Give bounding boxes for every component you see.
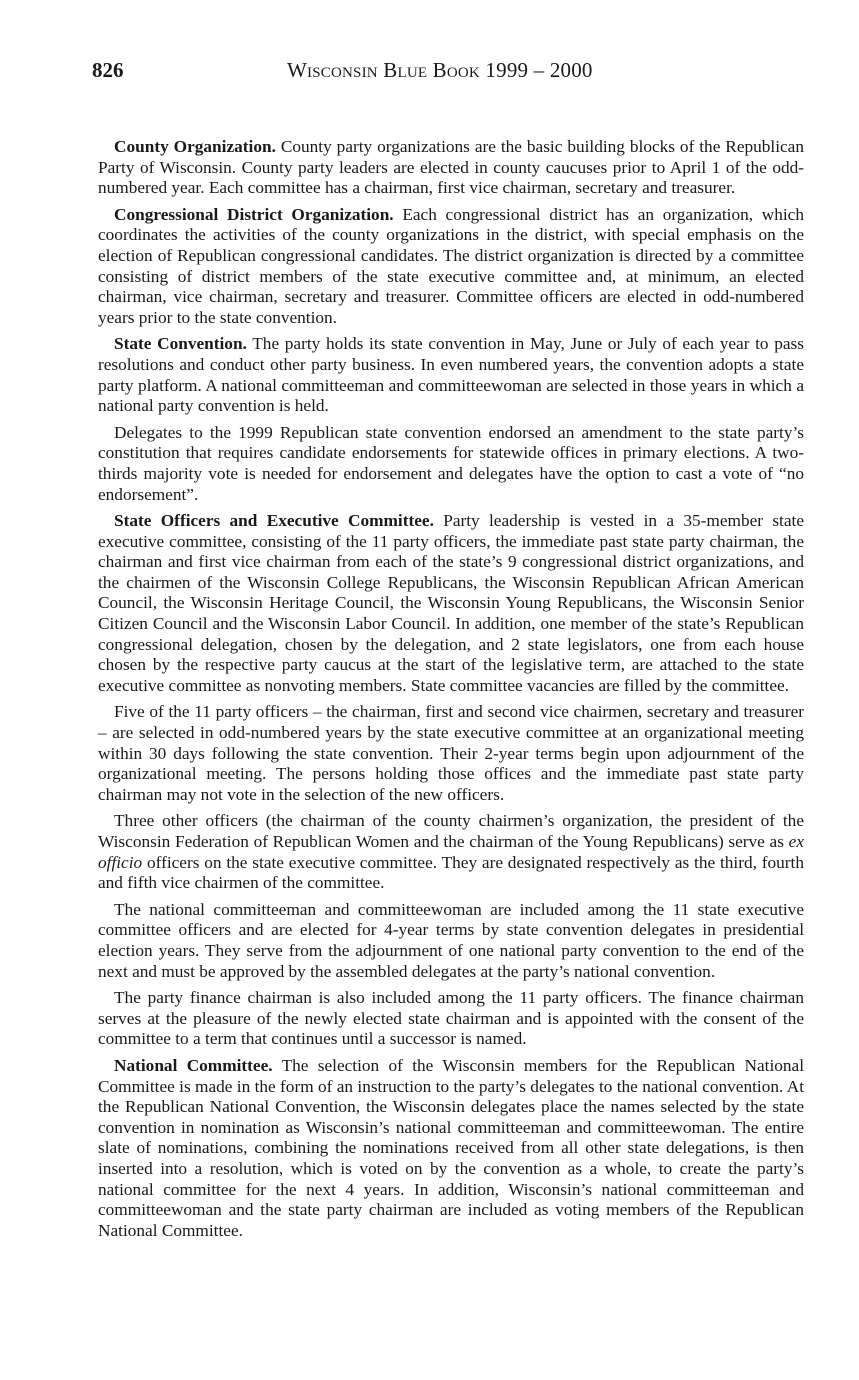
paragraph-text: The national committeeman and committeewoman are included among the 11 state executive committee officers and are elected for 4-year terms by state convention delegates in presidential election years. They serve from the adjournment of one national party convention to the end of the next and must be approved by the assembled delegates at the party’s national convention.	[98, 899, 804, 981]
page-header	[92, 56, 803, 86]
paragraph-ex-officio-officers	[98, 811, 804, 893]
paragraph-text: Delegates to the 1999 Republican state convention endorsed an amendment to the state party’s constitution that requires candidate endorsements for statewide offices in primary elections. A two-thirds majority vote is needed for endorsement and delegates have the option to cast a vote of “no endorsement”.	[98, 422, 804, 504]
paragraph-finance-chairman	[98, 988, 804, 1050]
running-title-years: 1999 – 2000	[485, 58, 593, 82]
heading-congressional-district: Congressional District Organization.	[114, 204, 394, 224]
paragraph-national-committee	[98, 1056, 804, 1241]
page-number: 826	[92, 58, 124, 82]
heading-state-convention: State Convention.	[114, 334, 247, 354]
paragraph-text: The party holds its state convention in May, June or July of each year to pass resolutions and conduct other party business. In even numbered years, the convention adopts a state party platform. A national committeeman and committeewoman are selected in those years in which a national party convention is held.	[98, 334, 804, 416]
paragraph-county-organization	[98, 137, 804, 199]
body-text	[98, 137, 804, 1247]
heading-national-committee: National Committee.	[114, 1055, 273, 1075]
paragraph-text: Three other officers (the chairman of the county chairmen’s organization, the president of the Wisconsin Federation of Republican Women and the chairman of the Young Republicans) serve as	[98, 811, 804, 851]
paragraph-text: Five of the 11 party officers – the chairman, first and second vice chairmen, secretary and treasurer – are selected in odd-numbered years by the state executive committee at an organizational meeting within 30 days following the state convention. Their 2-year terms begin upon adjournment of the organizational meeting. The persons holding those offices and the immediate past state party chairman may not vote in the selection of the new officers.	[98, 702, 804, 804]
heading-executive-committee: State Officers and Executive Committee.	[114, 511, 434, 531]
paragraph-state-convention	[98, 334, 804, 416]
italic-term: ex officio	[98, 832, 804, 872]
paragraph-executive-committee	[98, 511, 804, 696]
paragraph-text: The party finance chairman is also included among the 11 party officers. The finance chairman serves at the pleasure of the newly elected state chairman and is appointed with the consent of the committee to a term that continues until a successor is named.	[98, 988, 804, 1049]
paragraph-text: The selection of the Wisconsin members for the Republican National Committee is made in the form of an instruction to the party’s delegates to the national convention. At the Republican National Convention, the Wisconsin delegates place the names selected by the state convention in nomination as Wisconsin’s national committeeman and committeewoman. The entire slate of nominations, combining the nominations received from all other state delegations, is then inserted into a resolution, which is voted on by the convention as a whole, to create the party’s national committee for the next 4 years. In addition, Wisconsin’s national committeeman and committeewoman and the state party chairman are included as voting members of the Republican National Committee.	[98, 1055, 805, 1240]
paragraph-congressional-district	[98, 205, 804, 329]
running-title	[287, 56, 593, 84]
paragraph-convention-endorsement	[98, 423, 804, 505]
paragraph-national-committeeman	[98, 900, 804, 982]
paragraph-party-officers	[98, 702, 804, 805]
heading-county-organization: County Organization.	[114, 137, 276, 156]
paragraph-text: Each congressional district has an organization, which coordinates the activities of the county organizations in the district, with special emphasis on the election of Republican congressional candidates. The district organization is directed by a committee consisting of district members of the state executive committee and, at minimum, an elected chairman, vice chairman, secretary and treasurer. Committee officers are elected in odd-numbered years prior to the state convention.	[98, 204, 804, 327]
running-title-text: Wisconsin Blue Book	[287, 58, 480, 82]
paragraph-text: officers on the state executive committee. They are designated respectively as the third, fourth and fifth vice chairmen of the committee.	[98, 852, 804, 893]
paragraph-text: Party leadership is vested in a 35-member state executive committee, consisting of the 11 party officers, the immediate past state party chairman, the chairman and first vice chairman from each of the state’s 9 congressional district organizations, and the chairmen of the Wisconsin College Republicans, the Wisconsin Republican African American Council, the Wisconsin Heritage Council, the Wisconsin Young Republicans, the Wisconsin Senior Citizen Council and the Wisconsin Labor Council. In addition, one member of the state’s Republican congressional delegation, chosen by the delegation, and 2 state legislators, one from each house chosen by the respective party caucus at the start of the legislative term, are attached to the state executive committee as nonvoting members. State committee vacancies are filled by the committee.	[98, 511, 804, 695]
paragraph-text: County party organizations are the basic building blocks of the Republican Party of Wisconsin. County party leaders are elected in county caucuses prior to April 1 of the odd-numbered year. Each committee has a chairman, first vice chairman, secretary and treasurer.	[98, 137, 804, 198]
